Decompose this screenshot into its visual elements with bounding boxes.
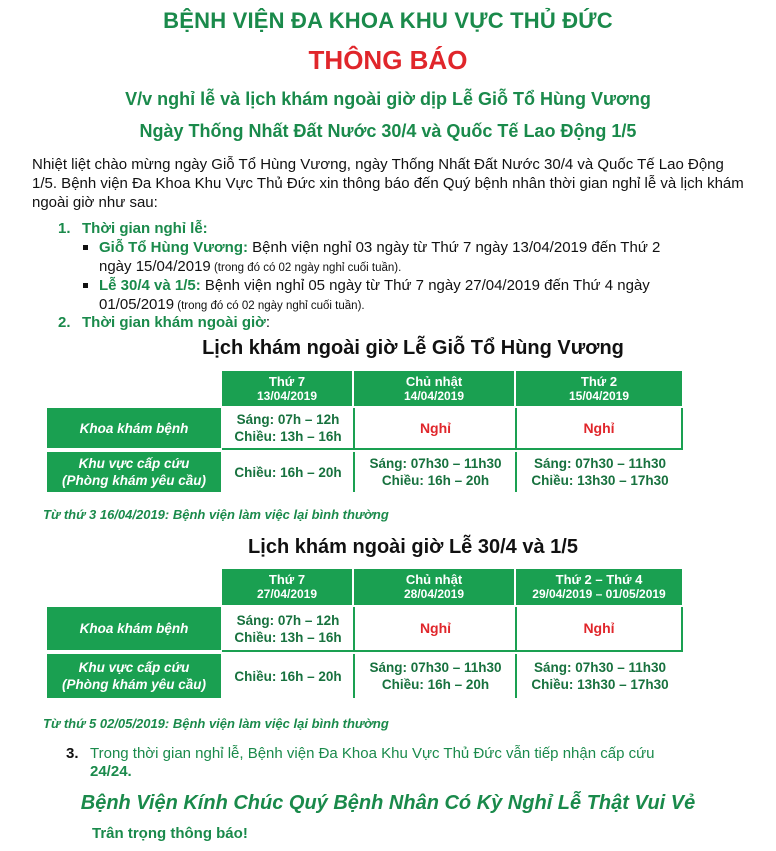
intro-paragraph: Nhiệt liệt chào mừng ngày Giỗ Tổ Hùng Vương, ngày Thống Nhất Đất Nước 30/4 và Quốc Tế Lao Động 1/5. Bệnh viện Đa Khoa Khu Vực Thủ Đức xin thông báo đến Quý bệnh nhân thời gian nghỉ lễ và lịch khám ngoài giờ như sau:: [32, 156, 744, 211]
notice-title: THÔNG BÁO: [308, 45, 468, 75]
cell-line-2: Chiều: 13h30 – 17h30: [531, 677, 669, 692]
col-date: 29/04/2019 – 01/05/2019: [532, 587, 666, 601]
section-3-number: 3.: [66, 745, 79, 762]
regards-line: Trân trọng thông báo!: [92, 825, 248, 842]
row-label: Khu vực cấp cứu: [78, 456, 190, 471]
table-1-cell-closed: [515, 408, 683, 450]
section-1-title: Thời gian nghỉ lễ:: [82, 220, 208, 237]
col-date: 14/04/2019: [403, 388, 465, 403]
table-2-cell: [515, 654, 683, 698]
section-2-heading: [82, 314, 270, 331]
row-label: Khu vực cấp cứu: [78, 660, 190, 675]
holiday-item-1: [99, 238, 719, 278]
cell-line-1: Chiều: 16h – 20h: [234, 464, 342, 480]
cell-closed-label: Nghỉ: [583, 419, 615, 436]
section-1-number: 1.: [58, 220, 71, 237]
row-sublabel: (Phòng khám yêu cầu): [61, 473, 207, 488]
table-1-cell-closed: [353, 408, 516, 450]
hospital-name: BỆNH VIỆN ĐA KHOA KHU VỰC THỦ ĐỨC: [163, 8, 613, 33]
col-day: Thứ 7: [268, 373, 306, 389]
table-1-col-header: [354, 371, 514, 406]
table-1-cell: [515, 452, 683, 492]
col-date: 27/04/2019: [256, 587, 318, 601]
cell-line-2: Chiều: 13h – 16h: [234, 629, 342, 645]
section-2-colon: :: [265, 314, 271, 331]
cell-line-2: Chiều: 16h – 20h: [381, 677, 490, 692]
table-2-row-header: [47, 607, 221, 650]
cell-line-1: Sáng: 07h30 – 11h30: [369, 660, 502, 675]
col-date: 15/04/2019: [568, 388, 630, 403]
table-2-cell: [222, 654, 354, 698]
table-1-cell: [353, 452, 516, 492]
holiday-item-text: Bệnh viện nghỉ 03 ngày từ Thứ 7 ngày 13/04/2019 đến Thứ 2: [248, 239, 661, 256]
section-2-title: Thời gian khám ngoài giờ: [82, 314, 266, 331]
table-2-cell: [222, 607, 354, 652]
section-3-text-line-2: 24/24.: [90, 763, 132, 780]
row-label: Khoa khám bệnh: [79, 420, 189, 436]
table-2-cell: [353, 654, 516, 698]
table-2-col-header: [222, 569, 352, 605]
holiday-item-note: (trong đó có 02 ngày nghỉ cuối tuần).: [210, 262, 402, 274]
col-date: 28/04/2019: [403, 587, 465, 601]
bullet-icon: [83, 245, 88, 250]
table-1-row-header: [47, 452, 221, 492]
table-1-cell: [222, 452, 354, 492]
section-3-text: [90, 745, 730, 781]
holiday-item-text-cont: ngày 15/04/2019: [99, 258, 211, 275]
cell-line-1: Sáng: 07h30 – 11h30: [369, 456, 502, 471]
table-2-cell-closed: [353, 607, 516, 652]
section-3-text-line-1: Trong thời gian nghỉ lễ, Bệnh viện Đa Khoa Khu Vực Thủ Đức vẫn tiếp nhận cấp cứu: [90, 745, 655, 762]
bullet-icon: [83, 283, 88, 288]
cell-line-1: Sáng: 07h30 – 11h30: [533, 660, 667, 675]
row-label: Khoa khám bệnh: [79, 621, 189, 636]
holiday-item-label: Lễ 30/4 và 1/5:: [99, 277, 201, 294]
section-2-number: 2.: [58, 314, 71, 331]
table-2-row-header: [47, 654, 221, 698]
cell-closed-label: Nghỉ: [419, 419, 452, 436]
col-day: Thứ 2 – Thứ 4: [555, 572, 643, 587]
table-1-col-header: [516, 371, 682, 406]
cell-line-1: Sáng: 07h – 12h: [236, 412, 340, 427]
holiday-item-note: (trong đó có 02 ngày nghỉ cuối tuần).: [174, 300, 365, 312]
holiday-item-text: Bệnh viện nghỉ 05 ngày từ Thứ 7 ngày 27/04/2019 đến Thứ 4 ngày: [200, 277, 650, 294]
table-2-col-header: [354, 569, 514, 605]
holiday-item-2: [99, 276, 719, 316]
col-day: Thứ 7: [268, 572, 306, 587]
col-day: Chủ nhật: [405, 572, 463, 587]
col-day: Chủ nhật: [405, 373, 463, 389]
notice-subtitle-2: Ngày Thống Nhất Đất Nước 30/4 và Quốc Tế Lao Động 1/5: [139, 121, 637, 141]
cell-closed-label: Nghỉ: [583, 620, 615, 636]
holiday-item-label: Giỗ Tổ Hùng Vương:: [99, 239, 248, 256]
table-2-col-header: [516, 569, 682, 605]
cell-line-1: Sáng: 07h30 – 11h30: [533, 456, 667, 471]
table-2-title: Lịch khám ngoài giờ Lễ 30/4 và 1/5: [248, 536, 578, 558]
table-1-resume-note: Từ thứ 3 16/04/2019: Bệnh viện làm việc lại bình thường: [43, 507, 389, 522]
notice-subtitle-1: V/v nghỉ lễ và lịch khám ngoài giờ dịp Lễ Giỗ Tổ Hùng Vương: [125, 89, 651, 109]
cell-line-1: Sáng: 07h – 12h: [236, 612, 340, 628]
cell-line-1: Chiều: 16h – 20h: [234, 668, 342, 684]
holiday-item-text-cont: 01/05/2019: [99, 296, 175, 313]
table-1-cell: [222, 408, 354, 450]
col-date: 13/04/2019: [256, 388, 318, 403]
cell-line-2: Chiều: 13h – 16h: [234, 429, 342, 444]
cell-line-2: Chiều: 13h30 – 17h30: [531, 473, 669, 488]
table-1-title: Lịch khám ngoài giờ Lễ Giỗ Tổ Hùng Vương: [202, 337, 624, 359]
closing-wish: Bệnh Viện Kính Chúc Quý Bệnh Nhân Có Kỳ Nghỉ Lễ Thật Vui Vẻ: [80, 792, 696, 814]
row-sublabel: (Phòng khám yêu cầu): [61, 677, 207, 692]
table-1-col-header: [222, 371, 352, 406]
table-2-resume-note: Từ thứ 5 02/05/2019: Bệnh viện làm việc lại bình thường: [43, 716, 389, 731]
table-2-cell-closed: [515, 607, 683, 652]
cell-closed-label: Nghỉ: [419, 620, 452, 636]
cell-line-2: Chiều: 16h – 20h: [381, 473, 490, 488]
table-1-row-header: [47, 408, 221, 448]
col-day: Thứ 2: [580, 373, 618, 389]
